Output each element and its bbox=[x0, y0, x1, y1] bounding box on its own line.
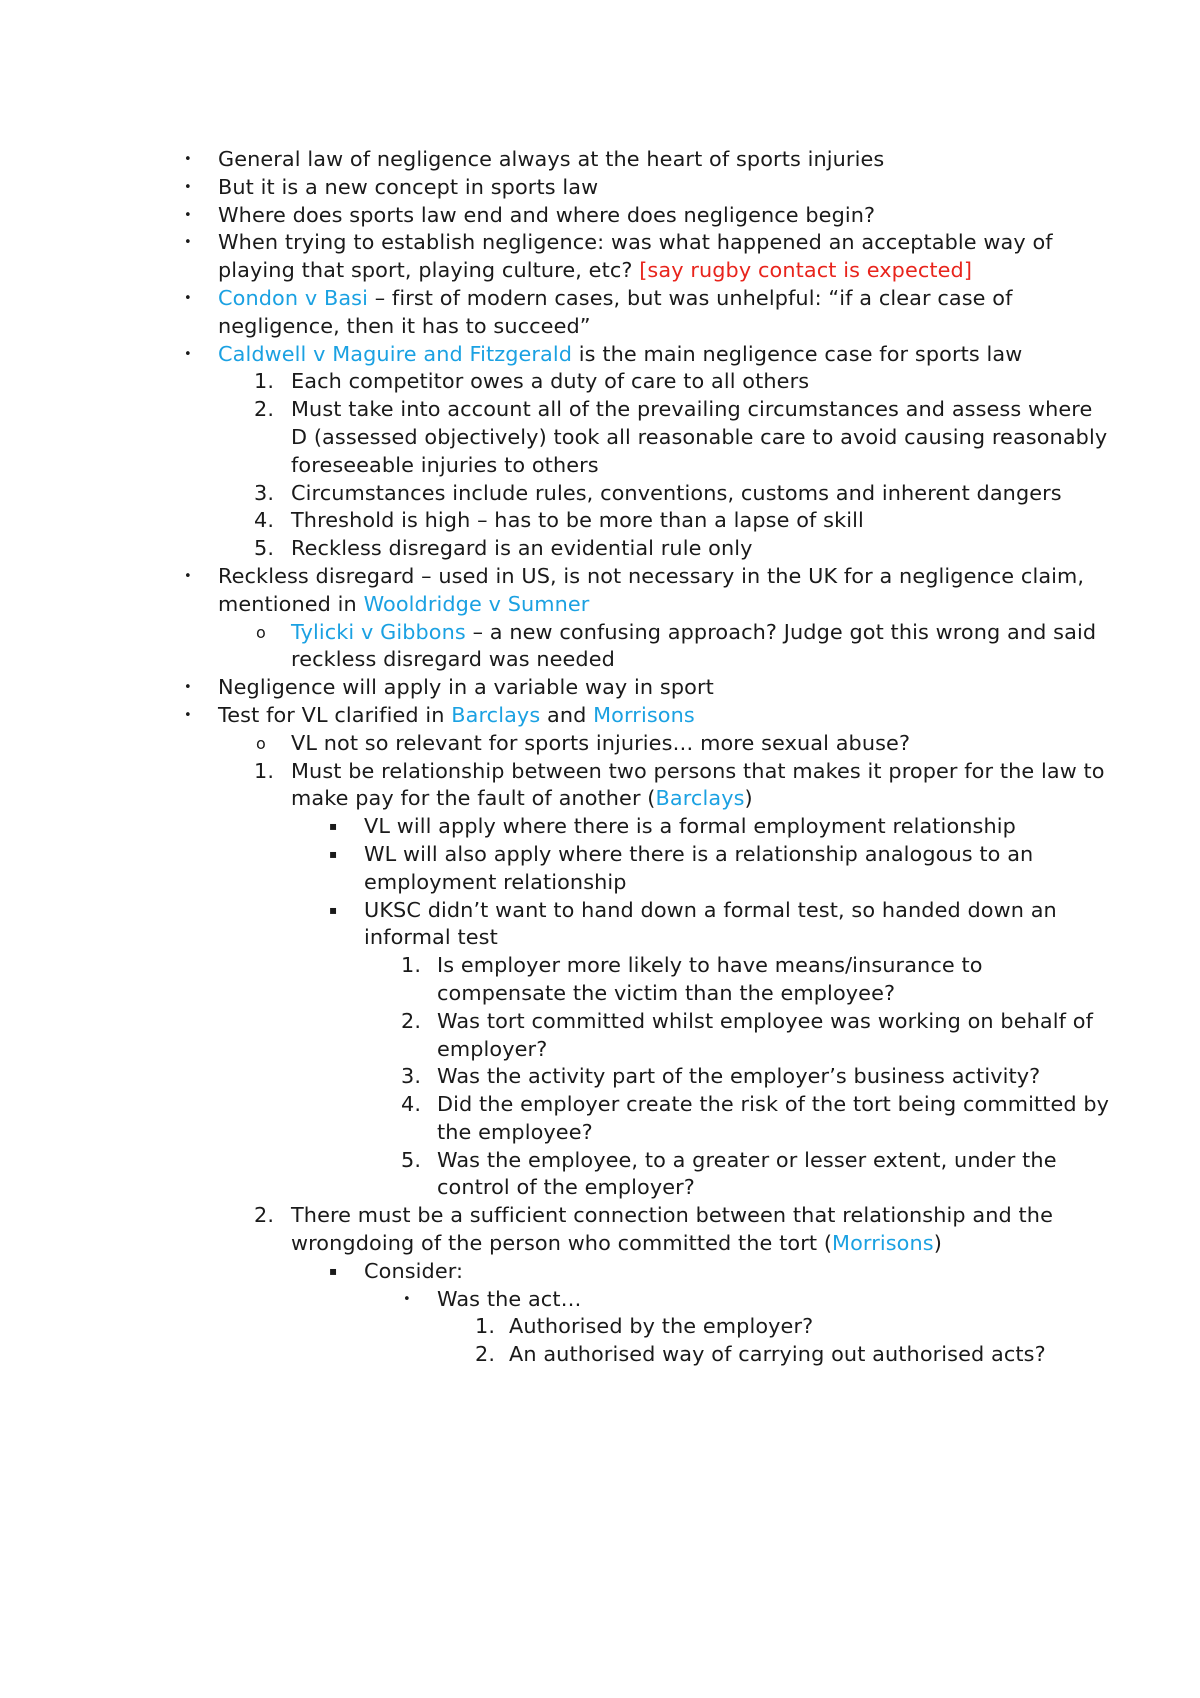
bullet-marker: ▪ bbox=[329, 1263, 338, 1278]
case-name: Barclays bbox=[655, 786, 745, 811]
case-name: Morrisons bbox=[593, 702, 695, 727]
item-text: VL not so relevant for sports injuries… more sexual abuse? bbox=[291, 730, 911, 755]
bullet-marker: • bbox=[184, 680, 192, 696]
list-item bbox=[0, 1313, 1200, 1341]
case-name: Tylicki v Gibbons bbox=[291, 619, 466, 644]
bullet-marker: ▪ bbox=[329, 902, 338, 917]
bullet-marker: • bbox=[403, 1291, 411, 1307]
item-text: VL will apply where there is a formal employment relationship bbox=[364, 814, 1016, 839]
bullet-marker: • bbox=[184, 290, 192, 306]
list-number: 1. bbox=[401, 953, 422, 978]
item-text: Test for VL clarified in bbox=[218, 702, 452, 727]
item-text: Consider: bbox=[364, 1258, 464, 1283]
list-item bbox=[0, 813, 1200, 841]
item-text: Negligence will apply in a variable way in sport bbox=[218, 675, 714, 700]
item-text: Each competitor owes a duty of care to all others bbox=[291, 369, 810, 394]
list-item bbox=[0, 368, 1200, 396]
list-item bbox=[0, 1147, 1200, 1203]
item-text: There must be a sufficient connection between that relationship and the wrongdoing of the person who committed the tort ( bbox=[291, 1203, 1053, 1256]
item-text: – first of modern cases, but was unhelpful: “if a clear case of negligence, then it has to succeed” bbox=[218, 285, 1013, 338]
bullet-marker: o bbox=[256, 733, 266, 753]
list-number: 1. bbox=[475, 1314, 496, 1339]
list-item bbox=[0, 730, 1200, 758]
list-item bbox=[0, 702, 1200, 730]
annotation-text: [say rugby contact is expected] bbox=[639, 258, 973, 283]
item-text: Circumstances include rules, conventions, customs and inherent dangers bbox=[291, 480, 1062, 505]
case-name: Barclays bbox=[451, 702, 541, 727]
list-number: 2. bbox=[254, 397, 275, 422]
item-text: Where does sports law end and where does negligence begin? bbox=[218, 202, 876, 227]
list-item bbox=[0, 285, 1200, 341]
item-text: ) bbox=[744, 786, 753, 811]
item-text: and bbox=[540, 702, 594, 727]
bullet-marker: • bbox=[184, 707, 192, 723]
item-text: UKSC didn’t want to hand down a formal test, so handed down an informal test bbox=[364, 897, 1057, 950]
list-number: 3. bbox=[401, 1064, 422, 1089]
list-number: 2. bbox=[254, 1203, 275, 1228]
list-item bbox=[0, 1063, 1200, 1091]
item-text: ) bbox=[933, 1231, 942, 1256]
bullet-marker: • bbox=[184, 207, 192, 223]
list-item bbox=[0, 396, 1200, 479]
item-text: Was the act… bbox=[437, 1286, 582, 1311]
list-item bbox=[0, 841, 1200, 897]
item-text: Must be relationship between two persons that makes it proper for the law to make pay for the fault of another ( bbox=[291, 758, 1105, 811]
list-item bbox=[0, 1202, 1200, 1258]
list-item bbox=[0, 1286, 1200, 1314]
list-item bbox=[0, 897, 1200, 953]
item-text: Was the employee, to a greater or lesser extent, under the control of the employer? bbox=[437, 1147, 1057, 1200]
list-item bbox=[0, 341, 1200, 369]
list-number: 4. bbox=[254, 508, 275, 533]
list-number: 1. bbox=[254, 758, 275, 783]
list-item bbox=[0, 229, 1200, 285]
bullet-marker: • bbox=[184, 568, 192, 584]
item-text: Authorised by the employer? bbox=[509, 1314, 814, 1339]
bullet-marker: • bbox=[184, 346, 192, 362]
list-number: 4. bbox=[401, 1092, 422, 1117]
list-number: 5. bbox=[254, 536, 275, 561]
list-item bbox=[0, 480, 1200, 508]
item-text: Is employer more likely to have means/insurance to compensate the victim than the employee? bbox=[437, 953, 983, 1005]
item-text: WL will also apply where there is a relationship analogous to an employment relationship bbox=[364, 841, 1034, 894]
list-item bbox=[0, 174, 1200, 202]
item-text: Threshold is high – has to be more than a lapse of skill bbox=[291, 508, 864, 533]
list-item bbox=[0, 758, 1200, 814]
list-number: 2. bbox=[401, 1008, 422, 1033]
notes-list bbox=[0, 146, 1200, 1369]
item-text: But it is a new concept in sports law bbox=[218, 174, 599, 199]
list-number: 1. bbox=[254, 369, 275, 394]
list-number: 2. bbox=[475, 1342, 496, 1367]
list-item bbox=[0, 952, 1200, 1008]
bullet-marker: ▪ bbox=[329, 819, 338, 834]
list-item bbox=[0, 146, 1200, 174]
case-name: Morrisons bbox=[832, 1231, 934, 1256]
list-item bbox=[0, 563, 1200, 619]
list-item bbox=[0, 1008, 1200, 1064]
item-text: Was tort committed whilst employee was working on behalf of employer? bbox=[437, 1008, 1093, 1061]
list-number: 3. bbox=[254, 480, 275, 505]
case-name: Wooldridge v Sumner bbox=[363, 591, 590, 616]
list-item bbox=[0, 674, 1200, 702]
item-text: Was the activity part of the employer’s business activity? bbox=[437, 1064, 1041, 1089]
list-item bbox=[0, 1341, 1200, 1369]
item-text: Must take into account all of the prevailing circumstances and assess where D (assessed objectively) took all reasonable care to avoid causing reasonably foreseeable injuries to others bbox=[291, 397, 1108, 477]
item-text: Reckless disregard – used in US, is not necessary in the UK for a negligence claim, mentioned in bbox=[218, 563, 1085, 616]
list-number: 5. bbox=[401, 1147, 422, 1172]
list-item bbox=[0, 619, 1200, 675]
case-name: Condon v Basi bbox=[218, 285, 368, 310]
bullet-marker: o bbox=[256, 622, 266, 642]
item-text: is the main negligence case for sports law bbox=[572, 341, 1023, 366]
item-text: – a new confusing approach? Judge got this wrong and said reckless disregard was needed bbox=[291, 619, 1097, 672]
item-text: General law of negligence always at the heart of sports injuries bbox=[218, 147, 885, 171]
list-item bbox=[0, 507, 1200, 535]
item-text: Did the employer create the risk of the tort being committed by the employee? bbox=[437, 1092, 1110, 1144]
bullet-marker: • bbox=[184, 235, 192, 251]
item-text: An authorised way of carrying out authorised acts? bbox=[509, 1342, 1046, 1367]
bullet-marker: ▪ bbox=[329, 846, 338, 861]
bullet-marker: • bbox=[184, 179, 192, 195]
list-item bbox=[0, 1091, 1200, 1147]
case-name: Caldwell v Maguire and Fitzgerald bbox=[218, 341, 573, 366]
item-text: When trying to establish negligence: was what happened an acceptable way of playing that sport, playing culture, etc? bbox=[218, 230, 1053, 283]
item-text: Reckless disregard is an evidential rule only bbox=[291, 536, 753, 561]
list-item bbox=[0, 202, 1200, 230]
list-item bbox=[0, 1258, 1200, 1286]
list-item bbox=[0, 535, 1200, 563]
bullet-marker: • bbox=[184, 152, 192, 167]
